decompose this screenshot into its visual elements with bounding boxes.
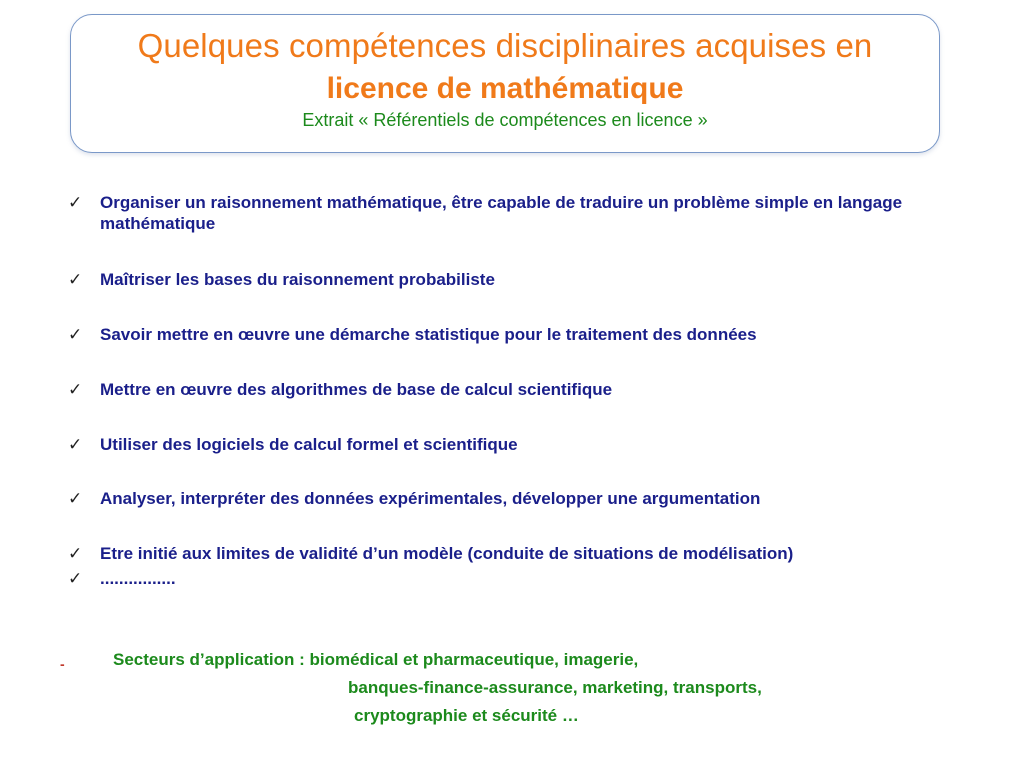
checkmark-icon: ✓ [68,489,83,508]
checkmark-icon: ✓ [68,270,83,289]
list-item-text: Savoir mettre en œuvre une démarche statistique pour le traitement des données [100,325,757,344]
page-subtitle: Extrait « Référentiels de compétences en licence » [302,110,708,130]
checkmark-icon: ✓ [68,435,83,454]
checkmark-icon: ✓ [68,325,83,344]
list-item-text: Etre initié aux limites de validité d’un modèle (conduite de situations de modélisation) [100,544,794,563]
sectors-line-2: banques-finance-assurance, marketing, transports, [348,678,762,697]
list-item-text: Utiliser des logiciels de calcul formel et scientifique [100,435,518,454]
sectors-line-3: cryptographie et sécurité … [354,706,579,725]
sectors-dash: - [60,656,65,672]
list-item-text: Mettre en œuvre des algorithmes de base de calcul scientifique [100,380,613,399]
checkmark-icon: ✓ [68,193,83,212]
list-item-text: ................ [100,569,176,588]
list-item-text: Maîtriser les bases du raisonnement probabiliste [100,270,495,289]
page-title: Quelques compétences disciplinaires acquises en [137,27,873,64]
checkmark-icon: ✓ [68,544,83,563]
list-item-text: Organiser un raisonnement mathématique, être capable de traduire un problème simple en langage mathématique [100,193,903,233]
checkmark-icon: ✓ [68,380,83,399]
page-title-emphasis: licence de mathématique [326,72,684,105]
sectors-line-1: Secteurs d’application : biomédical et pharmaceutique, imagerie, [113,650,639,669]
title-box [70,14,940,153]
checkmark-icon: ✓ [68,569,83,588]
list-item-text: Analyser, interpréter des données expérimentales, développer une argumentation [100,489,761,508]
